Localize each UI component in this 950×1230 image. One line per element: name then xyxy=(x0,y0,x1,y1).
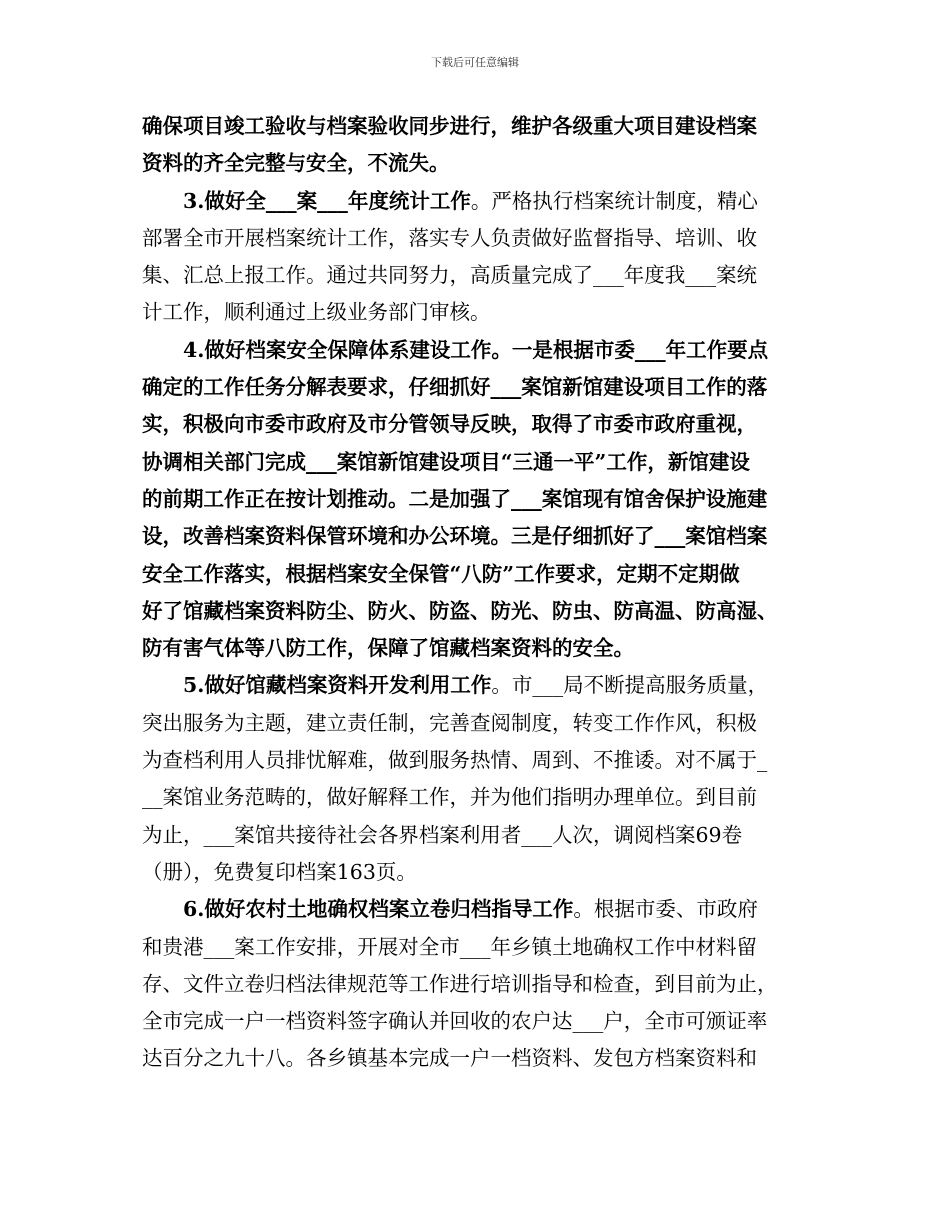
paragraph-heading: 6.做好农村土地确权档案立卷归档指导工作 xyxy=(183,897,574,922)
text-line: __案馆业务范畴的，做好解释工作，并为他们指明办理单位。到目前 xyxy=(142,785,757,810)
text-line: 和贵港___案工作安排，开展对全市___年乡镇土地确权工作中材料留 xyxy=(142,934,757,959)
paragraph-6 xyxy=(142,891,832,1077)
text-line: 防有害气体等八防工作，保障了馆藏档案资料的安全。 xyxy=(142,636,634,661)
text-line: 确定的工作任务分解表要求，仔细抓好___案馆新馆建设项目工作的落 xyxy=(142,375,768,400)
text-line: 部署全市开展档案统计工作，落实专人负责做好监督指导、培训、收 xyxy=(142,225,757,250)
text-line: 达百分之九十八。各乡镇基本完成一户一档资料、发包方档案资料和 xyxy=(142,1046,757,1071)
text-line: 为止，___案馆共接待社会各界档案利用者___人次，调阅档案69卷 xyxy=(142,822,743,847)
text-line: 存、文件立卷归档法律规范等工作进行培训指导和检查，到目前为止， xyxy=(142,971,778,996)
text-line: 4.做好档案安全保障体系建设工作。一是根据市委___年工作要点 xyxy=(183,337,769,362)
text-line: （册），免费复印档案163页。 xyxy=(142,859,417,884)
document-body xyxy=(142,108,832,1078)
paragraph-3 xyxy=(142,183,832,332)
text-line: 确保项目竣工验收与档案验收同步进行，维护各级重大项目建设档案 xyxy=(142,114,757,138)
text-line xyxy=(142,183,832,220)
text-line: 协调相关部门完成___案馆新馆建设项目“三通一平”工作，新馆建设 xyxy=(142,449,750,474)
paragraph-5 xyxy=(142,667,832,891)
text-line: 计工作，顺利通过上级业务部门审核。 xyxy=(142,300,491,325)
text-line: 实，积极向市委市政府及市分管领导反映，取得了市委市政府重视， xyxy=(142,412,757,437)
text-line: 为查档利用人员排忧解难，做到服务热情、周到、不推诿。对不属于_ xyxy=(142,748,768,773)
paragraph-4 xyxy=(142,332,832,668)
page-header-note: 下载后可任意编辑 xyxy=(431,56,519,69)
text-line: 好了馆藏档案资料防尘、防火、防盗、防光、防虫、防高温、防高湿、 xyxy=(142,598,778,623)
paragraph-continued xyxy=(142,108,832,183)
text-line: 资料的齐全完整与安全，不流失。 xyxy=(142,151,450,176)
text-line: 全市完成一户一档资料签字确认并回收的农户达___户，全市可颁证率 xyxy=(142,1009,768,1034)
text-run: 。根据市委、市政府 xyxy=(573,897,758,922)
text-line: 集、汇总上报工作。通过共同努力，高质量完成了___年度我___案统 xyxy=(142,263,757,288)
text-line xyxy=(142,891,832,928)
text-line xyxy=(142,667,832,704)
text-line: 突出服务为主题，建立责任制，完善查阅制度，转变工作作风，积极 xyxy=(142,710,757,735)
text-line: 设，改善档案资料保管环境和办公环境。三是仔细抓好了___案馆档案 xyxy=(142,524,768,549)
text-line: 安全工作落实，根据档案安全保管“八防”工作要求，定期不定期做 xyxy=(142,561,740,586)
paragraph-heading: 3.做好全___案___年度统计工作 xyxy=(183,188,471,213)
text-run: 。市___局不断提高服务质量， xyxy=(491,673,769,698)
paragraph-heading: 5.做好馆藏档案资料开发利用工作 xyxy=(183,673,492,698)
text-run: 。严格执行档案统计制度，精心 xyxy=(470,188,758,213)
text-line: 的前期工作正在按计划推动。二是加强了___案馆现有馆舍保护设施建 xyxy=(142,486,768,511)
